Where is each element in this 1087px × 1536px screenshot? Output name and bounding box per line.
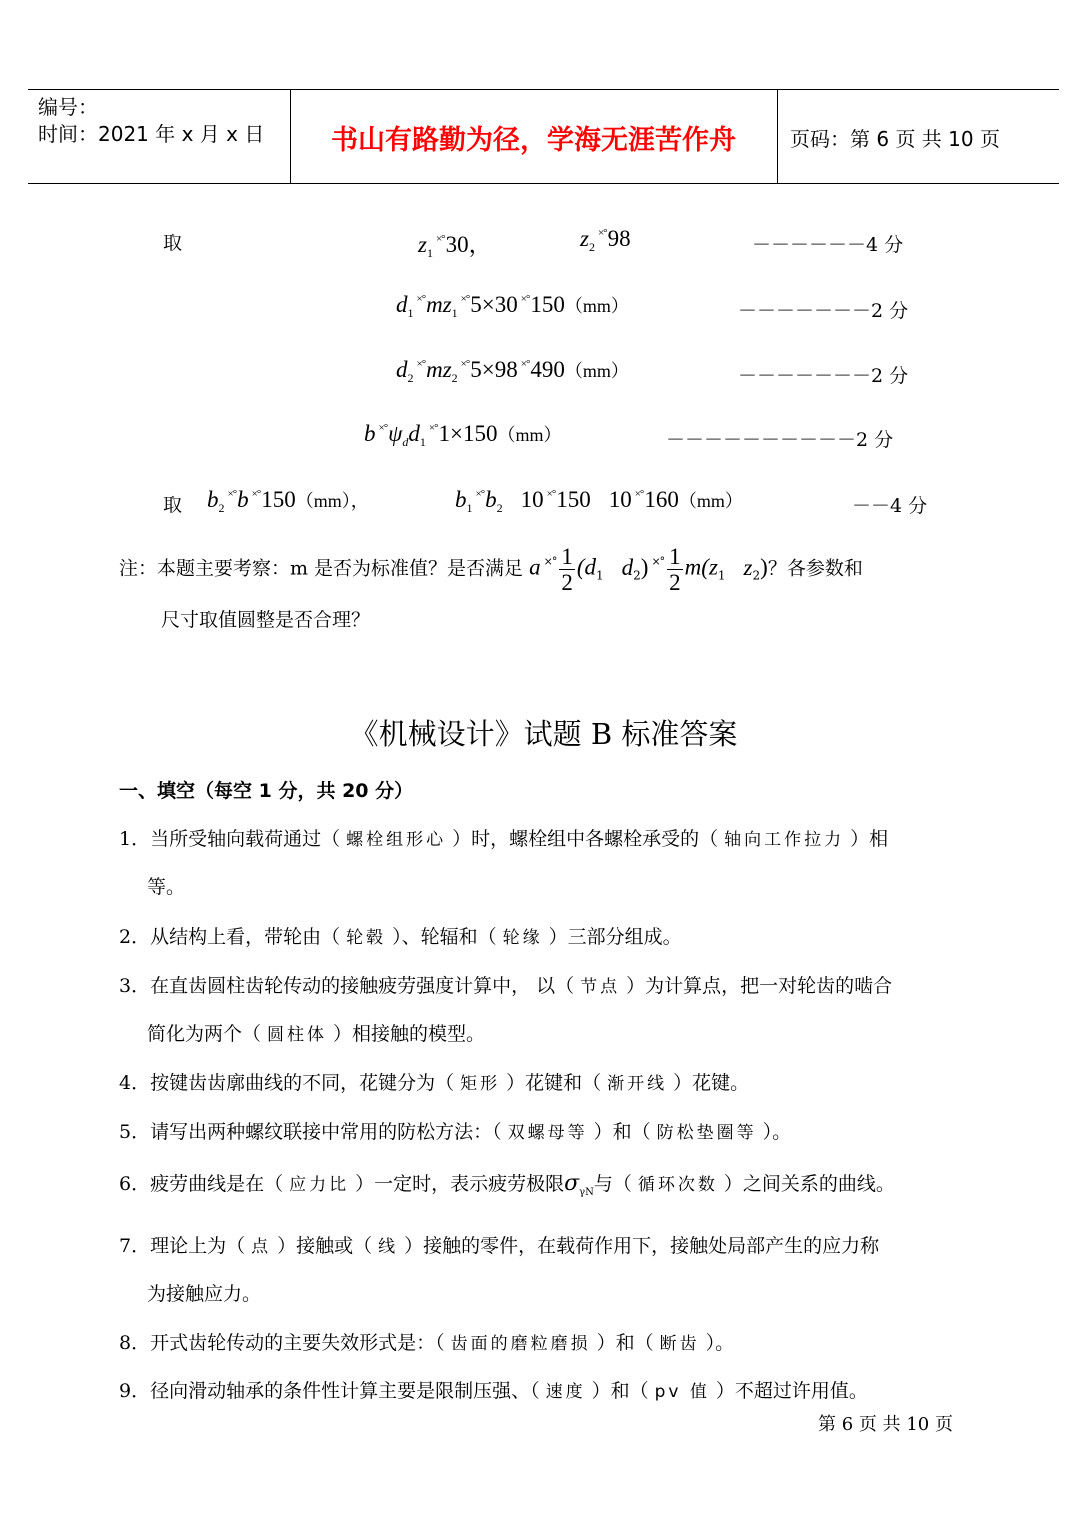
unit: （mm） <box>564 361 629 381</box>
answer: 应力比 <box>289 1175 350 1195</box>
var-mz: mz <box>426 357 452 382</box>
answer: 速度 <box>545 1382 586 1402</box>
header-meta <box>38 94 264 148</box>
section-heading: 一、填空（每空 1 分，共 20 分） <box>119 780 414 802</box>
unit: （mm） <box>564 296 629 316</box>
equals-mark: ×° <box>651 554 665 568</box>
q-text: 1．当所受轴向载荷通过（ <box>119 828 341 850</box>
eq-b1 <box>455 487 743 516</box>
equals-mark: ×° <box>416 358 426 370</box>
equals-mark: ×° <box>546 488 556 500</box>
q-text: ）。 <box>705 1332 735 1354</box>
q-text: ）不超过许用值。 <box>715 1380 868 1402</box>
equals-mark: ×° <box>475 488 485 500</box>
answer: 轮缘 <box>502 928 543 948</box>
sigma-symbol <box>564 1171 594 1196</box>
score-4: －－－－－－－－－－2 分 <box>666 429 894 451</box>
value: 1×150 <box>438 421 498 446</box>
subscript: 1 <box>596 568 604 583</box>
unit: （mm） <box>678 491 743 511</box>
value: 490 <box>530 357 565 382</box>
q-text: 7．理论上为（ <box>119 1235 246 1257</box>
subscript: d <box>402 435 409 449</box>
score-3: －－－－－－－2 分 <box>738 365 909 387</box>
denominator: 2 <box>669 570 681 595</box>
q-text: 5．请写出两种螺纹联接中常用的防松方法：（ <box>119 1121 502 1143</box>
answer: 节点 <box>580 977 621 997</box>
equals-mark: ×° <box>435 233 445 245</box>
note-suffix: ？各参数和 <box>767 557 863 580</box>
question-4 <box>119 1068 749 1095</box>
var-a: a <box>529 554 541 580</box>
answer: 线 <box>378 1237 399 1257</box>
q-text: ）花键。 <box>673 1072 750 1094</box>
value: 30， <box>445 232 492 257</box>
equals-mark: ×° <box>416 293 426 305</box>
score-2: －－－－－－－2 分 <box>738 300 909 322</box>
var-b: b <box>237 487 249 512</box>
subscript: 2 <box>496 501 503 515</box>
note-prefix: 注：本题主要考察：m 是否为标准值？是否满足 <box>119 557 524 580</box>
q-text: 简化为两个（ <box>147 1023 262 1045</box>
score-1: －－－－－－4 分 <box>752 234 904 256</box>
answer: 断齿 <box>659 1334 700 1354</box>
subscript: 2 <box>588 240 595 254</box>
subscript: 1 <box>717 568 726 583</box>
q-text: 与（ <box>593 1173 632 1195</box>
q-text: ）花键和（ <box>506 1072 602 1094</box>
eq-z2 <box>580 226 631 255</box>
note-line-2: 尺寸取值圆整是否合理？ <box>161 609 371 631</box>
value: 150 <box>261 487 296 512</box>
question-1-cont: 等。 <box>147 876 186 898</box>
page-header <box>28 89 1059 184</box>
q-text: 6．疲劳曲线是在（ <box>119 1173 284 1195</box>
subscript: 1 <box>419 435 426 449</box>
question-3 <box>119 971 892 998</box>
eq-b2 <box>207 487 369 516</box>
fraction-half <box>559 544 575 595</box>
answer: 轮毂 <box>346 928 387 948</box>
q-text: ）和（ <box>596 1332 654 1354</box>
unit: （mm） <box>497 425 562 445</box>
var-b: b <box>364 421 376 446</box>
q-text: 9．径向滑动轴承的条件性计算主要是限制压强、（ <box>119 1380 540 1402</box>
take-label: 取 <box>163 232 183 254</box>
equals-mark: ×° <box>428 422 438 434</box>
value: 5×98 <box>470 357 518 382</box>
eq-b <box>364 421 562 450</box>
answer: 螺栓组形心 <box>346 830 447 850</box>
var-b: b <box>455 487 467 512</box>
var-psi: ψ <box>388 421 403 446</box>
var-z: z <box>580 226 589 251</box>
score-5: －－4 分 <box>852 495 928 517</box>
page-footer: 第 6 页 共 10 页 <box>818 1414 953 1435</box>
answer: 矩形 <box>460 1074 501 1094</box>
fraction-half <box>667 544 683 595</box>
expr: (d <box>576 554 596 580</box>
q-text: ）相 <box>850 828 889 850</box>
value: 10 <box>520 487 544 512</box>
paren: ) <box>640 554 649 580</box>
q-text: 4．按键齿齿廓曲线的不同，花键分为（ <box>119 1072 455 1094</box>
q-text: ）一定时，表示疲劳极限 <box>355 1173 565 1195</box>
value: 150 <box>530 292 565 317</box>
var-mz: mz <box>426 292 452 317</box>
answer: 双螺母等 <box>507 1123 588 1143</box>
answer: 防松垫圈等 <box>656 1123 757 1143</box>
header-divider <box>777 90 778 183</box>
header-time-label: 时间：2021 年 x 月 x 日 <box>38 122 265 146</box>
paren: ) <box>760 554 768 580</box>
value: 160 <box>644 487 679 512</box>
var-z: z <box>743 554 753 580</box>
equals-mark: ×° <box>543 554 557 568</box>
var-d: d <box>408 421 420 446</box>
answer: 齿面的磨粒磨损 <box>450 1334 591 1354</box>
subscript: γN <box>579 1187 594 1198</box>
q-text: ）。 <box>762 1121 792 1143</box>
denominator: 2 <box>561 570 573 595</box>
question-9 <box>119 1376 868 1403</box>
question-3-cont <box>147 1019 485 1046</box>
subscript: 1 <box>466 501 473 515</box>
subscript: 2 <box>451 371 458 385</box>
equals-mark: ×° <box>634 488 644 500</box>
var-b: b <box>485 487 497 512</box>
q-text: ）相接触的模型。 <box>333 1023 486 1045</box>
q-text: ）之间关系的曲线。 <box>723 1173 895 1195</box>
q-text: 3．在直齿圆柱齿轮传动的接触疲劳强度计算中， 以（ <box>119 975 575 997</box>
value: 5×30 <box>470 292 518 317</box>
answer: 轴向工作拉力 <box>724 830 845 850</box>
exam-title: 《机械设计》试题 B 标准答案 <box>349 717 738 751</box>
subscript: 1 <box>407 306 414 320</box>
q-text: ）接触的零件，在载荷作用下，接触处局部产生的应力称 <box>404 1235 880 1257</box>
subscript: 2 <box>407 371 414 385</box>
value: 10 <box>608 487 632 512</box>
q-text: ）时，螺栓组中各螺栓承受的（ <box>452 828 719 850</box>
var-z: z <box>418 232 427 257</box>
sigma: σ <box>564 1171 580 1196</box>
value: 150 <box>556 487 591 512</box>
expr: m(z <box>684 554 718 580</box>
equals-mark: ×° <box>251 488 261 500</box>
equals-mark: ×° <box>227 488 237 500</box>
answer: 渐开线 <box>607 1074 668 1094</box>
question-5 <box>119 1117 791 1144</box>
calc-line-1 <box>163 228 182 255</box>
q-text: ）和（ <box>593 1121 651 1143</box>
subscript: 2 <box>752 568 761 583</box>
equals-mark: ×° <box>520 293 530 305</box>
question-6 <box>119 1169 895 1198</box>
equals-mark: ×° <box>597 227 607 239</box>
answer: 圆柱体 <box>267 1025 328 1045</box>
var-b: b <box>207 487 219 512</box>
q-text: ）、轮辐和（ <box>392 926 497 948</box>
numerator: 1 <box>669 544 681 569</box>
equals-mark: ×° <box>378 422 388 434</box>
equals-mark: ×° <box>460 358 470 370</box>
answer: 点 <box>251 1237 272 1257</box>
q-text: ）三部分组成。 <box>548 926 682 948</box>
question-2 <box>119 922 682 949</box>
header-page-label: 页码：第 6 页 共 10 页 <box>790 127 1000 151</box>
answer: 循环次数 <box>637 1175 718 1195</box>
answer: pv 值 <box>654 1382 710 1402</box>
subscript: 1 <box>451 306 458 320</box>
subscript: 2 <box>218 501 225 515</box>
var-d: d <box>396 292 408 317</box>
q-text: 8．开式齿轮传动的主要失效形式是：（ <box>119 1332 445 1354</box>
question-1 <box>119 824 888 851</box>
q-text: 2．从结构上看，带轮由（ <box>119 926 341 948</box>
question-7 <box>119 1231 879 1258</box>
q-text: ）和（ <box>591 1380 649 1402</box>
q-text: ）接触或（ <box>277 1235 373 1257</box>
var-d: d <box>621 554 634 580</box>
question-8 <box>119 1328 734 1355</box>
equals-mark: ×° <box>460 293 470 305</box>
header-number-label: 编号： <box>38 95 98 119</box>
q-text: ）为计算点，把一对轮齿的啮合 <box>626 975 893 997</box>
question-7-cont: 为接触应力。 <box>147 1283 262 1305</box>
var-d: d <box>396 357 408 382</box>
numerator: 1 <box>561 544 573 569</box>
take-label-2: 取 <box>163 494 183 516</box>
eq-d1 <box>396 292 629 321</box>
note-line-1 <box>119 544 863 595</box>
eq-d2 <box>396 357 629 386</box>
eq-z1 <box>418 226 492 261</box>
value: 98 <box>607 226 631 251</box>
unit: （mm）， <box>295 491 369 511</box>
header-motto: 书山有路勤为径，学海无涯苦作舟 <box>331 125 736 156</box>
subscript: 2 <box>633 568 641 583</box>
subscript: 1 <box>426 246 433 260</box>
equals-mark: ×° <box>520 358 530 370</box>
